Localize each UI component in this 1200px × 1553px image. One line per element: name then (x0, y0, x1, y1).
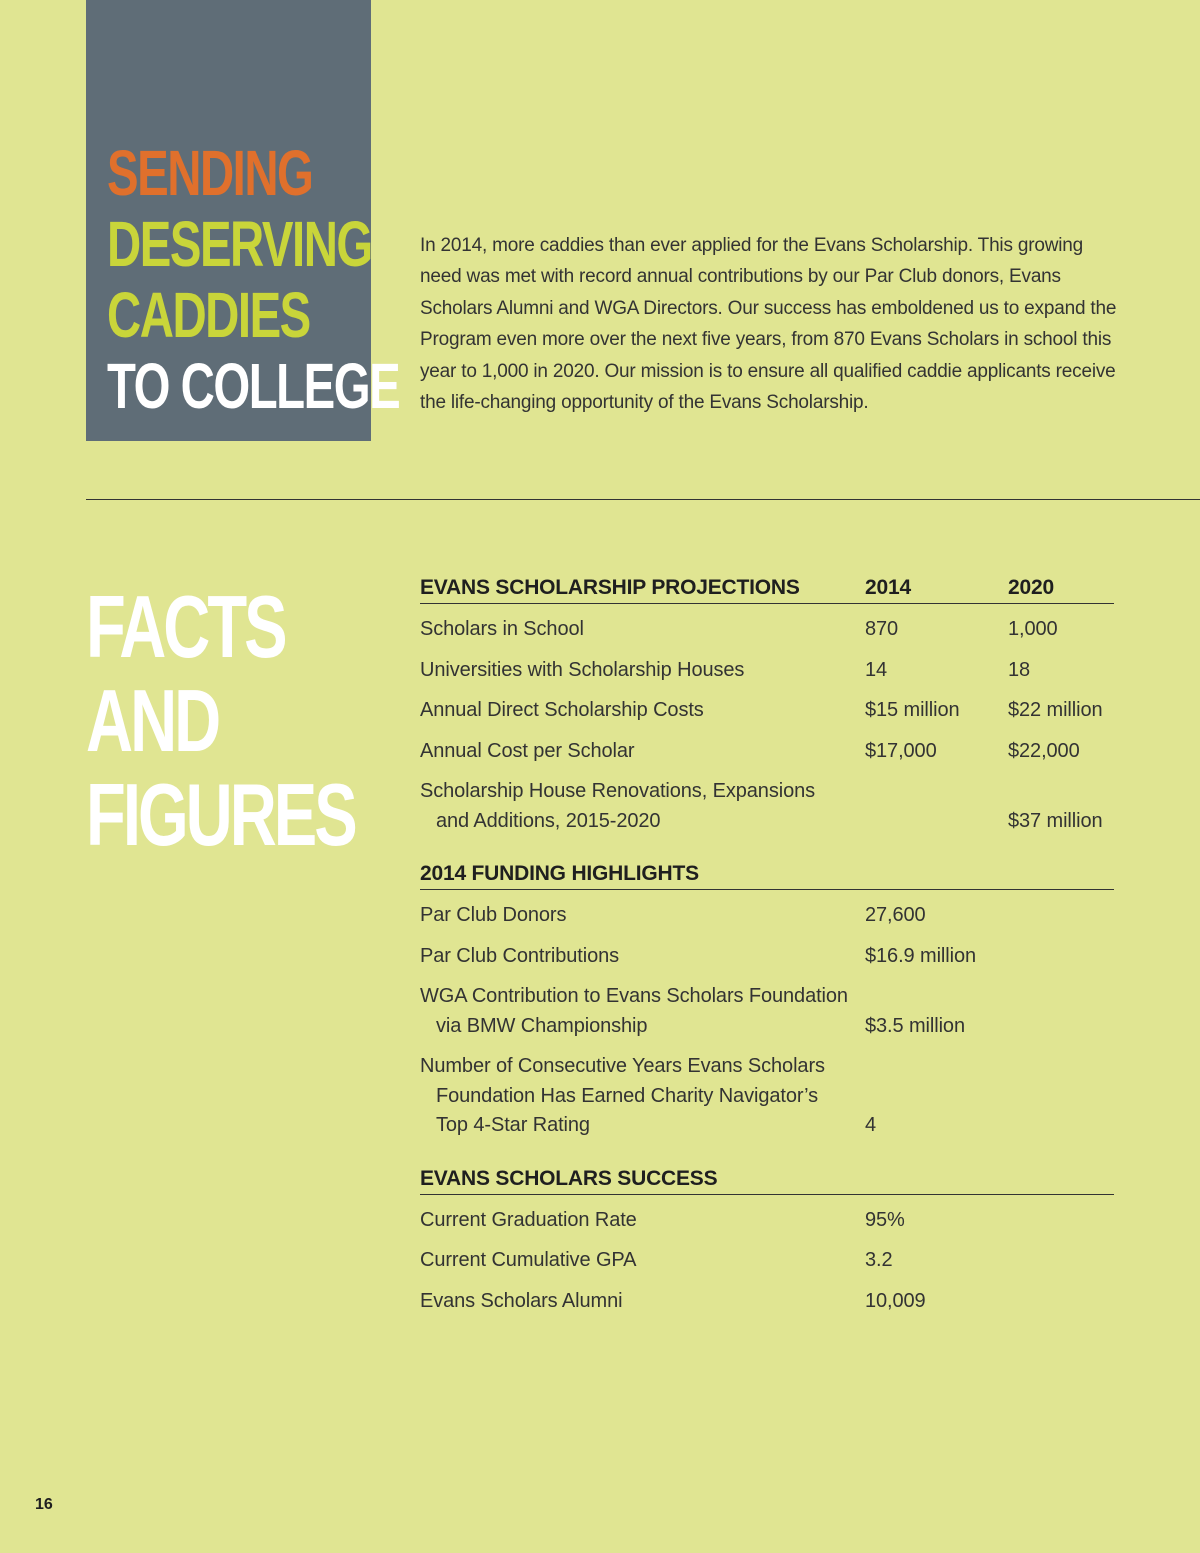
success-rows (420, 1195, 1114, 1317)
success-header (420, 1167, 1114, 1195)
row-label-line: Par Club Contributions (420, 944, 620, 967)
row-value: 3.2 (865, 1249, 893, 1271)
row-label-line: Annual Direct Scholarship Costs (420, 699, 704, 721)
table-row (420, 726, 1114, 767)
funding-table (420, 862, 1114, 1141)
table-row (420, 1276, 1114, 1317)
row-value: $37 million (1008, 809, 1103, 832)
row-label-line: Evans Scholars Alumni (420, 1289, 623, 1312)
hero-title (107, 138, 399, 422)
page-number: 16 (35, 1496, 53, 1513)
row-label-line: Annual Cost per Scholar (420, 739, 635, 762)
table-row (420, 1041, 1114, 1141)
row-label-line: Par Club Donors (420, 904, 567, 926)
row-value: 18 (1008, 658, 1031, 681)
projections-table (420, 576, 1114, 836)
row-label-line: Current Graduation Rate (420, 1208, 637, 1231)
row-value: 4 (865, 1114, 877, 1136)
funding-header (420, 862, 1114, 890)
row-label-line: Scholars in School (420, 618, 584, 640)
projections-header (420, 576, 1114, 604)
table-row (420, 971, 1114, 1041)
projections-rows (420, 604, 1114, 836)
row-label (420, 777, 865, 836)
row-label-line: Universities with Scholarship Houses (420, 658, 745, 681)
table-row (420, 931, 1114, 972)
row-label-line: Current Cumulative GPA (420, 1249, 637, 1271)
table-row (420, 604, 1114, 645)
table-row (420, 1195, 1114, 1236)
row-label (420, 1287, 865, 1317)
facts-tables (420, 576, 1114, 1342)
row-label-line: via BMW Championship (436, 1014, 648, 1037)
facts-title-line: FACTS (86, 577, 285, 676)
success-heading: EVANS SCHOLARS SUCCESS (420, 1166, 718, 1190)
funding-rows (420, 890, 1114, 1141)
row-label (420, 982, 865, 1041)
hero-title-line: DESERVING (107, 208, 372, 280)
row-label-line: and Additions, 2015-2020 (436, 809, 661, 832)
table-row (420, 1235, 1114, 1276)
row-value: $17,000 (865, 739, 937, 762)
row-label (420, 615, 865, 645)
row-label (420, 901, 865, 931)
row-label (420, 737, 865, 767)
row-label-line: Top 4-Star Rating (436, 1114, 590, 1136)
row-value: $3.5 million (865, 1014, 965, 1037)
row-label (420, 1246, 865, 1276)
row-value: 1,000 (1008, 618, 1058, 640)
row-value: 14 (865, 658, 888, 681)
hero-box (86, 0, 400, 441)
row-value: 870 (865, 618, 899, 640)
column-header-2014: 2014 (865, 576, 911, 599)
row-label (420, 1206, 865, 1236)
hero-title-line: CADDIES (107, 279, 310, 351)
row-label (420, 696, 865, 726)
table-row (420, 685, 1114, 726)
table-row (420, 766, 1114, 836)
table-row (420, 890, 1114, 931)
funding-heading: 2014 FUNDING HIGHLIGHTS (420, 862, 699, 885)
row-label (420, 1052, 865, 1141)
row-value: $15 million (865, 699, 960, 721)
projections-heading: EVANS SCHOLARSHIP PROJECTIONS (420, 576, 800, 599)
intro-paragraph: In 2014, more caddies than ever applied for the Evans Scholarship. This growing need was met with record annual contributions by our Par Club donors, Evans Scholars Alumni and WGA Directors. Our success has emboldened us to expand the Program even more over the next five years, from 870 Evans Scholars in school this year to 1,000 in 2020. Our mission is to ensure all qualified caddie applicants receive the life-changing opportunity of the Evans Scholarship. (420, 235, 1117, 414)
row-value: 10,009 (865, 1289, 926, 1312)
row-label-line: Scholarship House Renovations, Expansions (420, 780, 816, 802)
hero-title-line: TO COLLEGE (107, 350, 400, 422)
row-label (420, 656, 865, 686)
facts-title-line: FIGURES (86, 765, 355, 864)
facts-title (86, 577, 355, 864)
row-value: $16.9 million (865, 944, 976, 967)
success-table (420, 1167, 1114, 1317)
row-label-line: Number of Consecutive Years Evans Scholars (420, 1055, 825, 1077)
table-row (420, 645, 1114, 686)
row-value: $22,000 (1008, 739, 1080, 762)
hero-title-line: SENDING (107, 137, 313, 209)
row-label-line: WGA Contribution to Evans Scholars Foundation (420, 985, 848, 1007)
facts-title-line: AND (86, 671, 219, 770)
column-header-2020: 2020 (1008, 576, 1054, 599)
section-divider (86, 499, 1200, 500)
row-value: 27,600 (865, 904, 926, 926)
row-value: 95% (865, 1208, 905, 1231)
row-label (420, 942, 865, 972)
row-value: $22 million (1008, 699, 1103, 721)
row-label-line: Foundation Has Earned Charity Navigator’s (436, 1084, 819, 1107)
